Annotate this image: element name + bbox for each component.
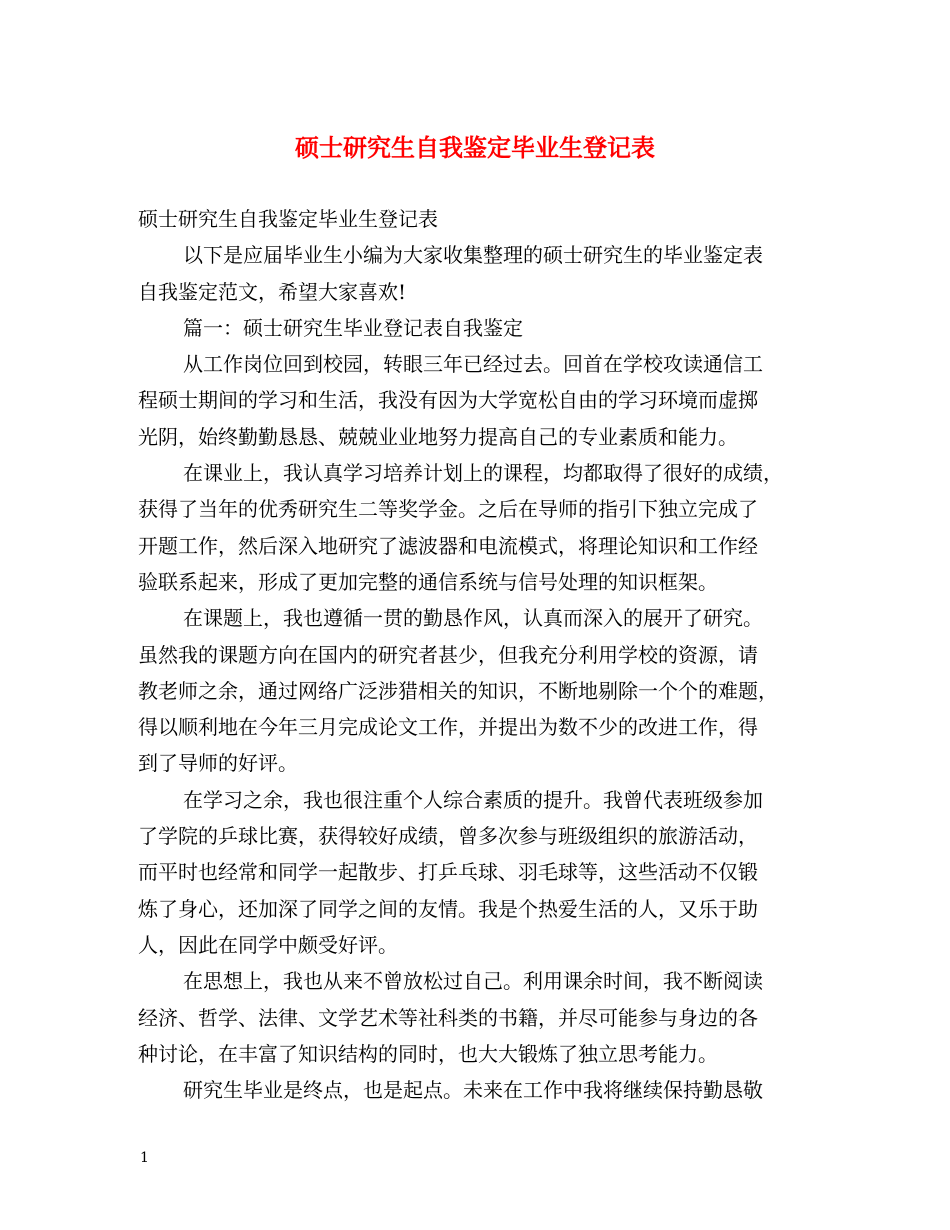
document-title: 硕士研究生自我鉴定毕业生登记表	[295, 133, 655, 162]
body-line: 自我鉴定范文，希望大家喜欢!	[138, 279, 407, 304]
body-line: 光阴，始终勤勤恳恳、兢兢业业地努力提高自己的专业素质和能力。	[138, 424, 738, 449]
body-line: 获得了当年的优秀研究生二等奖学金。之后在导师的指引下独立完成了	[138, 497, 758, 522]
body-line: 炼了身心，还加深了同学之间的友情。我是个热爱生活的人，又乐于助	[138, 896, 758, 921]
page-number: 1	[140, 1150, 149, 1166]
section-heading: 篇一：硕士研究生毕业登记表自我鉴定	[183, 315, 523, 340]
body-line: 在思想上，我也从来不曾放松过自己。利用课余时间，我不断阅读	[183, 969, 763, 994]
body-line: 得以顺利地在今年三月完成论文工作，并提出为数不少的改进工作，得	[138, 715, 758, 740]
body-line: 经济、哲学、法律、文学艺术等社科类的书籍，并尽可能参与身边的各	[138, 1005, 758, 1030]
body-line: 了学院的乒球比赛，获得较好成绩，曾多次参与班级组织的旅游活动，	[138, 824, 758, 849]
body-line: 从工作岗位回到校园，转眼三年已经过去。回首在学校攻读通信工	[183, 352, 763, 377]
body-line: 而平时也经常和同学一起散步、打乒乓球、羽毛球等，这些活动不仅锻	[138, 860, 758, 885]
body-line: 开题工作，然后深入地研究了滤波器和电流模式，将理论知识和工作经	[138, 533, 758, 558]
body-line: 在学习之余，我也很注重个人综合素质的提升。我曾代表班级参加	[183, 787, 763, 812]
body-line: 程硕士期间的学习和生活，我没有因为大学宽松自由的学习环境而虚掷	[138, 388, 758, 413]
body-line: 研究生毕业是终点，也是起点。未来在工作中我将继续保持勤恳敬	[183, 1078, 763, 1103]
body-line: 验联系起来，形成了更加完整的通信系统与信号处理的知识框架。	[138, 569, 718, 594]
body-line: 在课业上，我认真学习培养计划上的课程，均都取得了很好的成绩，	[183, 461, 783, 486]
body-line: 在课题上，我也遵循一贯的勤恳作风，认真而深入的展开了研究。	[183, 606, 763, 631]
body-line: 到了导师的好评。	[138, 751, 298, 776]
body-line: 硕士研究生自我鉴定毕业生登记表	[138, 207, 438, 231]
document-body	[138, 201, 828, 1108]
body-line: 以下是应届毕业生小编为大家收集整理的硕士研究生的毕业鉴定表	[183, 243, 763, 268]
body-line: 种讨论，在丰富了知识结构的同时，也大大锻炼了独立思考能力。	[138, 1041, 718, 1066]
body-line: 虽然我的课题方向在国内的研究者甚少，但我充分利用学校的资源，请	[138, 642, 758, 667]
body-line: 教老师之余，通过网络广泛涉猎相关的知识，不断地剔除一个个的难题，	[138, 678, 778, 703]
body-line: 人，因此在同学中颇受好评。	[138, 932, 398, 957]
